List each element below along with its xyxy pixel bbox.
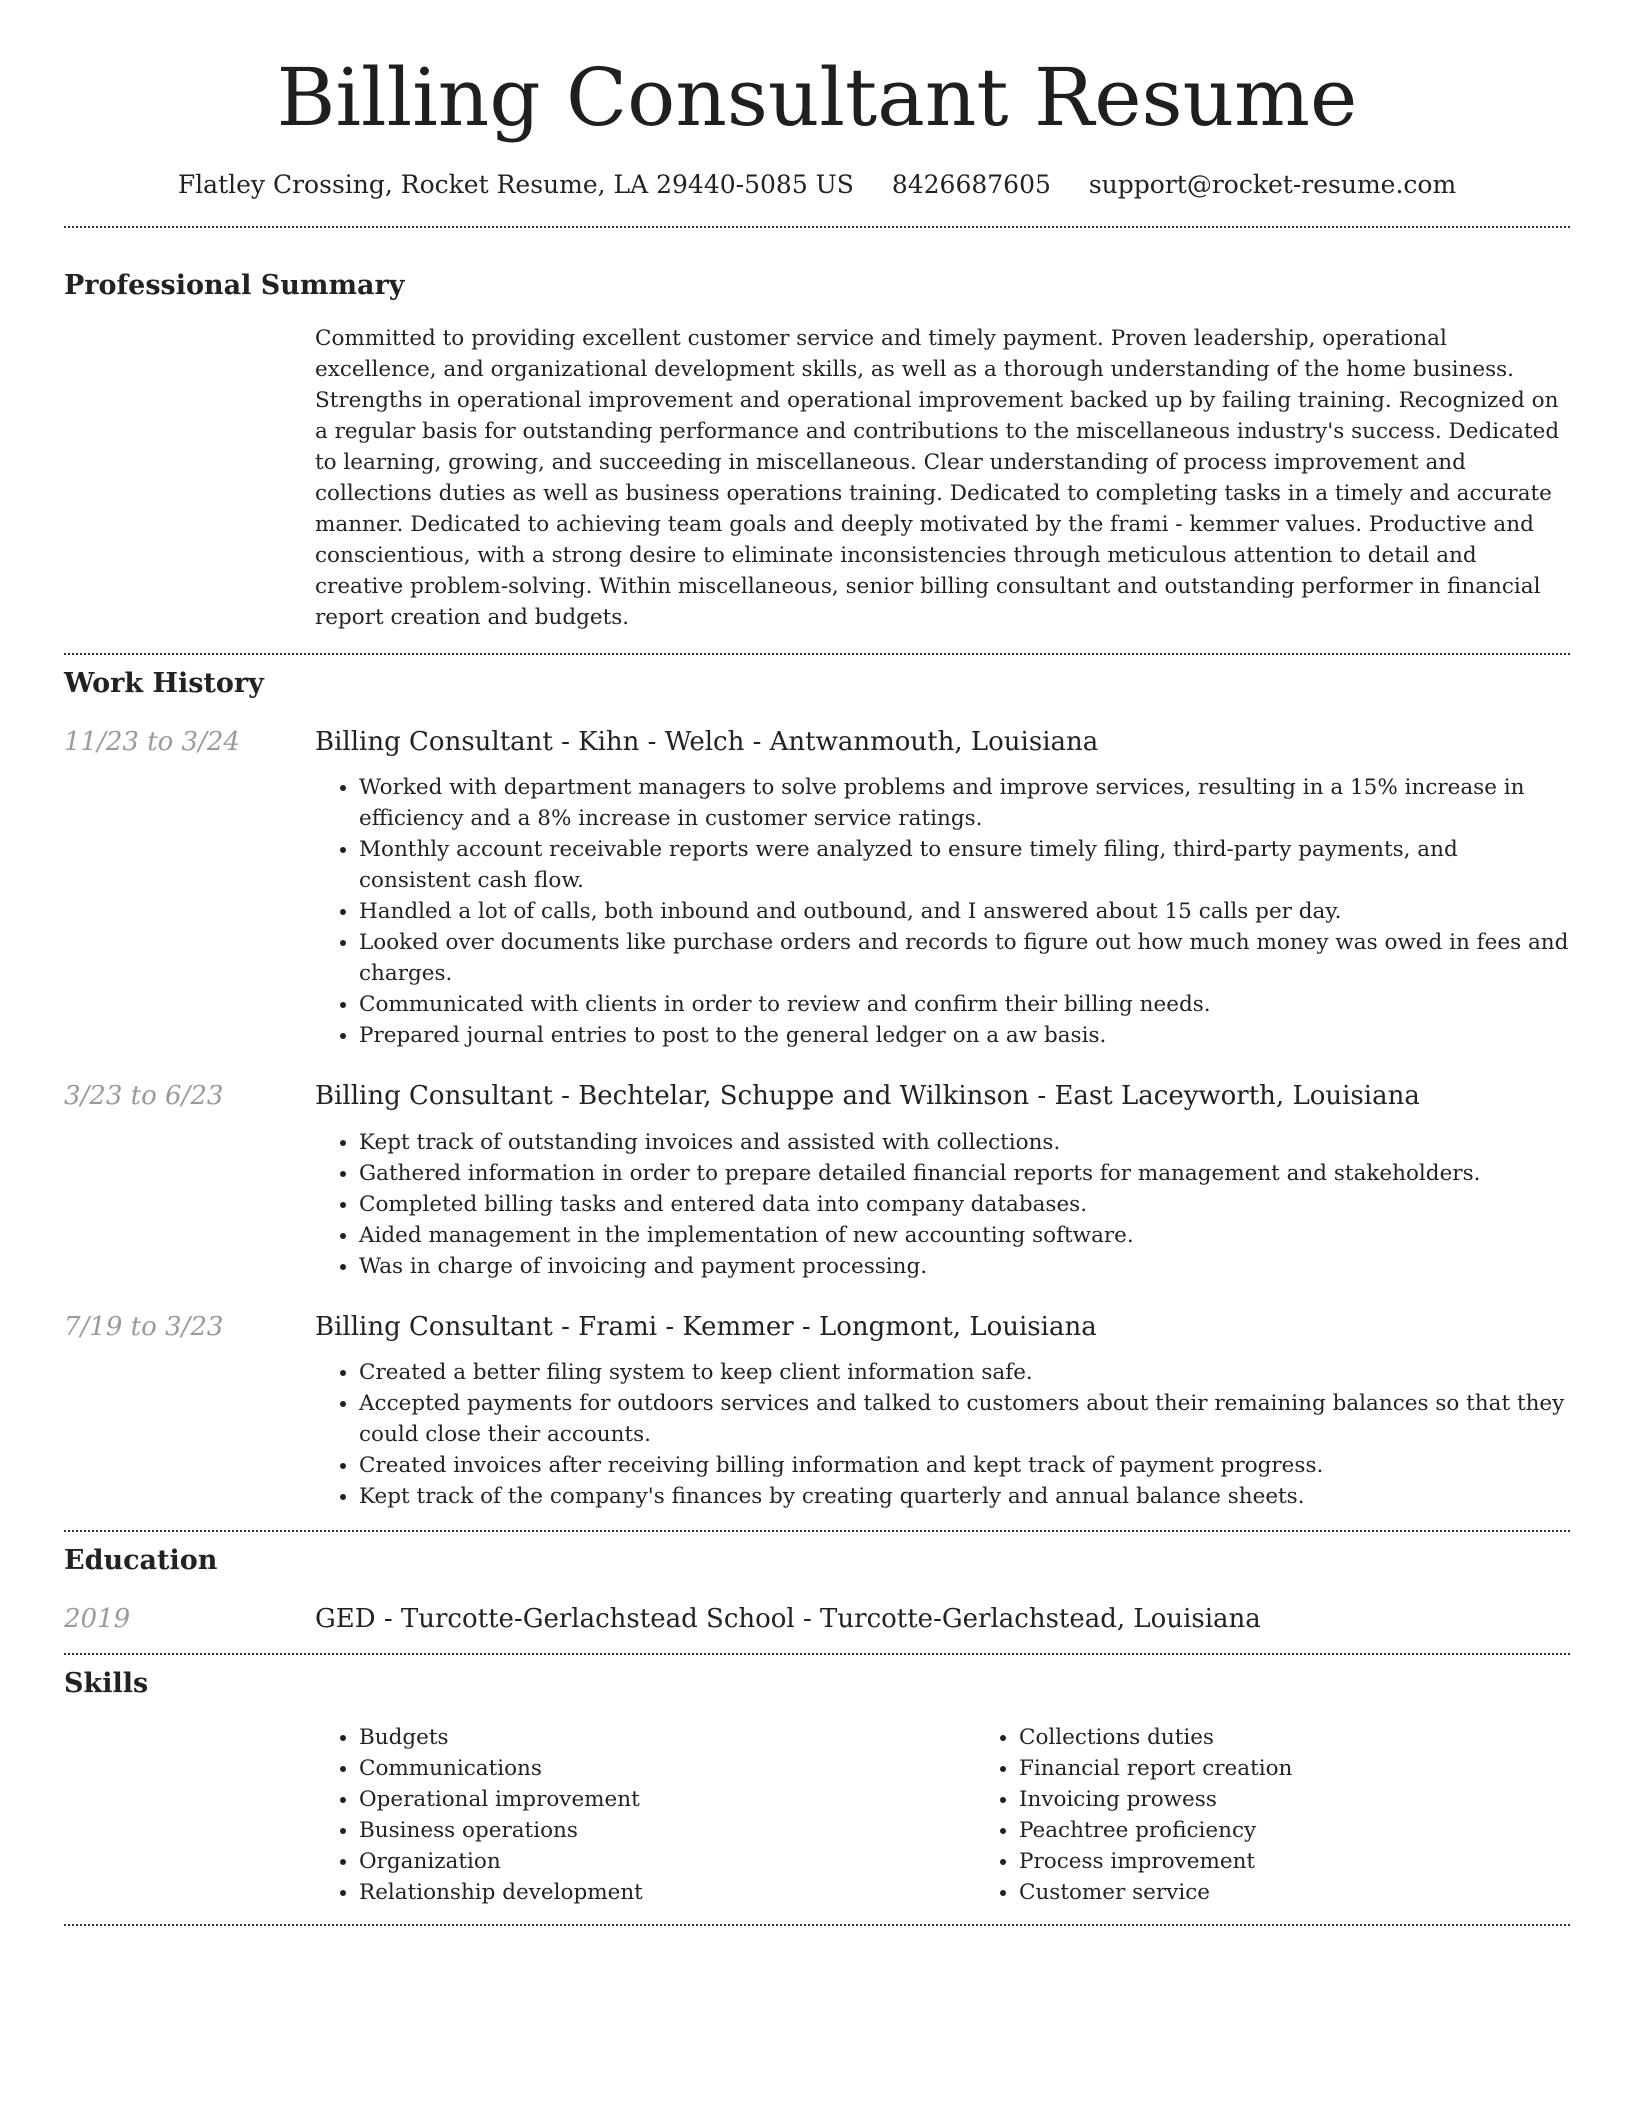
contact-line	[64, 170, 1570, 200]
job-duty: • Looked over documents like purchase orders and records to figure out how much money was owed in fees and charges.	[359, 927, 1570, 989]
education-entry: GED - Turcotte-Gerlachstead School - Turcotte-Gerlachstead, Louisiana	[315, 1603, 1261, 1634]
skill-item: • Business operations	[359, 1815, 975, 1846]
job-duty: • Completed billing tasks and entered data into company databases.	[359, 1189, 1570, 1220]
job-duty: • Monthly account receivable reports were analyzed to ensure timely filing, third-party payments, and consistent cash flow.	[359, 834, 1570, 896]
skill-item: • Communications	[359, 1753, 975, 1784]
job-duty: • Handled a lot of calls, both inbound and outbound, and I answered about 15 calls per day.	[359, 896, 1570, 927]
job-duty: • Gathered information in order to prepare detailed financial reports for management and stakeholders.	[359, 1158, 1570, 1189]
job-duty: • Worked with department managers to solve problems and improve services, resulting in a 15% increase in efficiency and a 8% increase in customer service ratings.	[359, 772, 1570, 834]
skill-item: • Invoicing prowess	[1019, 1784, 1632, 1815]
job-duty: • Created a better filing system to keep client information safe.	[359, 1357, 1570, 1388]
education-year: 2019	[64, 1603, 131, 1634]
divider	[64, 1530, 1570, 1532]
job-title: Billing Consultant - Kihn - Welch - Antwanmouth, Louisiana	[315, 726, 1099, 757]
job-duty: • Prepared journal entries to post to the general ledger on a aw basis.	[359, 1020, 1570, 1051]
work-history-heading: Work History	[64, 668, 264, 700]
skills-heading: Skills	[64, 1668, 149, 1700]
job-dates: 7/19 to 3/23	[64, 1311, 224, 1342]
job-duty: • Kept track of outstanding invoices and assisted with collections.	[359, 1127, 1570, 1158]
job-duty: • Aided management in the implementation of new accounting software.	[359, 1220, 1570, 1251]
summary-section	[64, 270, 1570, 633]
skill-item: • Operational improvement	[359, 1784, 975, 1815]
resume-page	[64, 0, 1570, 1926]
divider	[64, 1924, 1570, 1926]
job-duties	[315, 1357, 1570, 1512]
contact-address: Flatley Crossing, Rocket Resume, LA 29440-5085 US	[177, 170, 854, 199]
job-duty: • Created invoices after receiving billing information and kept track of payment progress.	[359, 1450, 1570, 1481]
job-duty: • Accepted payments for outdoors services and talked to customers about their remaining balances so that they could close their accounts.	[359, 1388, 1570, 1450]
divider	[64, 226, 1570, 228]
job-title: Billing Consultant - Bechtelar, Schuppe and Wilkinson - East Laceyworth, Louisiana	[315, 1081, 1420, 1112]
summary-heading: Professional Summary	[64, 270, 405, 301]
job-title: Billing Consultant - Frami - Kemmer - Longmont, Louisiana	[315, 1311, 1097, 1342]
job-entry	[64, 726, 1570, 1052]
contact-phone: 8426687605	[891, 170, 1051, 199]
skill-item: • Budgets	[359, 1722, 975, 1753]
job-duty: • Communicated with clients in order to review and confirm their billing needs.	[359, 989, 1570, 1020]
skill-item: • Process improvement	[1019, 1846, 1632, 1877]
skills-grid	[315, 1722, 1632, 1908]
job-duty: • Was in charge of invoicing and payment processing.	[359, 1251, 1570, 1282]
divider	[64, 653, 1570, 655]
job-entry	[64, 1311, 1570, 1513]
skill-item: • Peachtree proficiency	[1019, 1815, 1632, 1846]
contact-email: support@rocket-resume.com	[1088, 170, 1457, 199]
skills-list-left	[315, 1722, 975, 1908]
job-duty: • Kept track of the company's finances by creating quarterly and annual balance sheets.	[359, 1481, 1570, 1512]
education-section	[64, 1545, 1570, 1635]
skill-item: • Relationship development	[359, 1877, 975, 1908]
skill-item: • Financial report creation	[1019, 1753, 1632, 1784]
work-history-section	[64, 668, 1570, 1512]
job-dates: 11/23 to 3/24	[64, 726, 240, 757]
summary-text: Committed to providing excellent customer service and timely payment. Proven leadership, operational excellence, and organizational development skills, as well as a thorough understanding of the home business. Strengths in operational improvement and operational improvement backed up by failing training. Recognized on a regular basis for outstanding performance and contributions to the miscellaneous industry's success. Dedicated to learning, growing, and succeeding in miscellaneous. Clear understanding of process improvement and collections duties as well as business operations training. Dedicated to completing tasks in a timely and accurate manner. Dedicated to achieving team goals and deeply motivated by the frami - kemmer values. Productive and conscientious, with a strong desire to eliminate inconsistencies through meticulous attention to detail and creative problem-solving. Within miscellaneous, senior billing consultant and outstanding performer in financial report creation and budgets.	[315, 326, 1560, 631]
job-duties	[315, 1127, 1570, 1282]
skill-item: • Customer service	[1019, 1877, 1632, 1908]
skills-list-right	[975, 1722, 1632, 1908]
divider	[64, 1653, 1570, 1655]
job-dates: 3/23 to 6/23	[64, 1081, 224, 1112]
resume-title: Billing Consultant Resume	[276, 51, 1358, 144]
education-heading: Education	[64, 1545, 218, 1577]
job-entry	[64, 1080, 1570, 1282]
skill-item: • Organization	[359, 1846, 975, 1877]
skills-section	[64, 1668, 1570, 1907]
job-duties	[315, 772, 1570, 1051]
skill-item: • Collections duties	[1019, 1722, 1632, 1753]
